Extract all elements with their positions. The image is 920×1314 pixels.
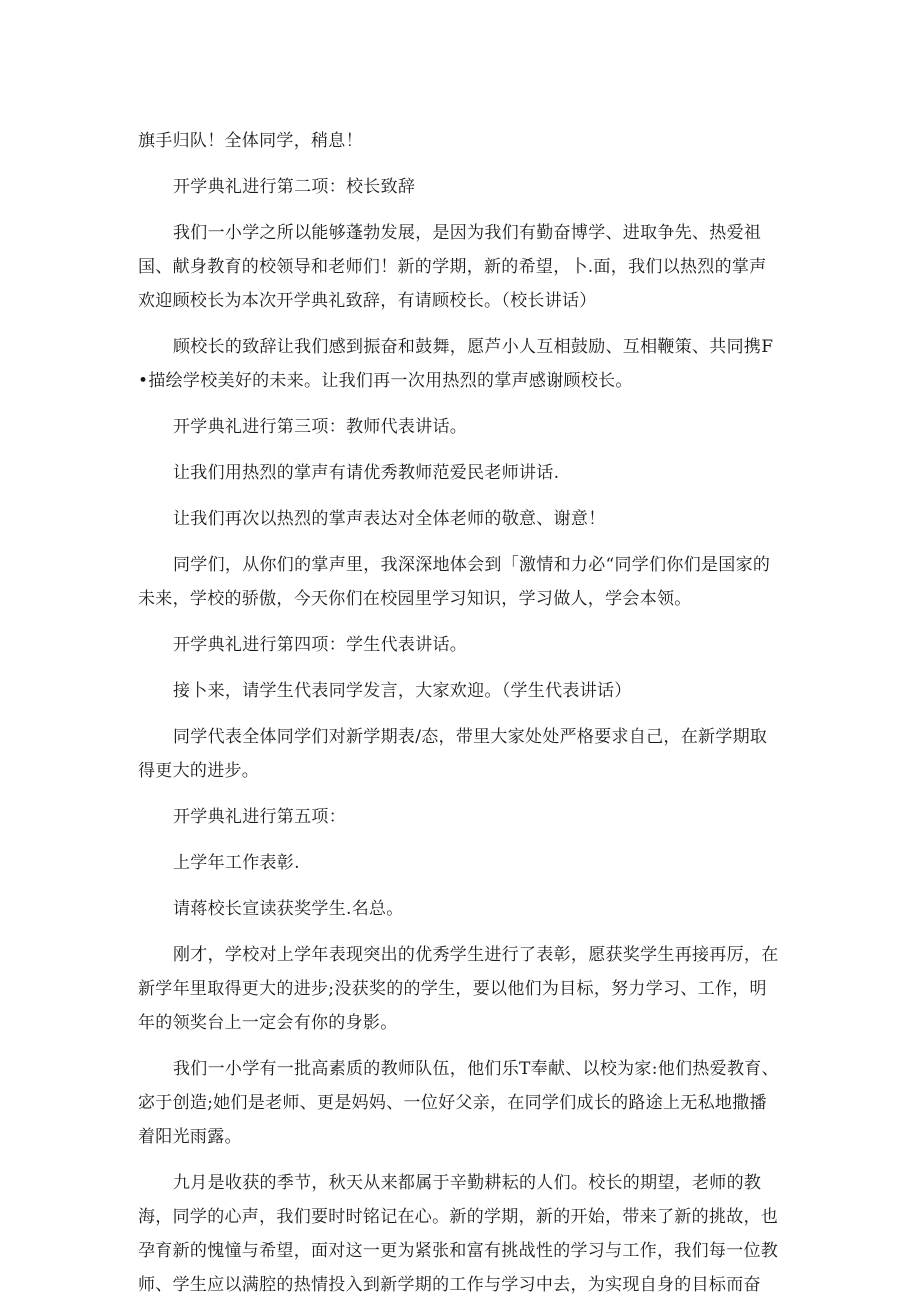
paragraph: 让我们再次以热烈的掌声表达对全体老师的敬意、谢意！	[173, 509, 606, 529]
document-body	[138, 124, 783, 1314]
paragraph: 九月是收获的季节，秋天从来都属于辛勤耕耘的人们。校长的期望，老师的教海，同学的心声，我们要时时铭记在心。新的学期，新的开始，带来了新的挑故，也孕育新的愧憧与希望，面对这一更为紧张和富有挑战性的学习与工作，我们每一位教师、学生应以满腔的热情投入到新学期的工作与学习中去，为实现自身的目标而奋	[138, 1173, 779, 1295]
paragraph: 同学们，从你们的掌声里，我深深地体会到「激情和力必“同学们你们是国家的未来，学校的骄傲，今天你们在校园里学习知识，学习做人，学会本领。	[138, 555, 771, 609]
paragraph: 旗手归队！全体同学，稍息！	[138, 131, 363, 151]
paragraph: 请蒋校长宣读获奖学生.名总。	[173, 899, 404, 919]
paragraph: 同学代表全体同学们对新学期表/态，带里大家处处严格要求自己，在新学期取得更大的进步。	[138, 727, 768, 781]
paragraph: 接卜来，请学生代表同学发言，大家欢迎。（学生代表讲话）	[173, 681, 632, 701]
paragraph: 开学典礼进行第五项：	[173, 807, 346, 827]
paragraph: 顾校长的致辞让我们感到振奋和鼓舞，愿芦小人互相鼓励、互相鞭策、共同携F•描绘学校美好的未来。让我们再一次用热烈的掌声感谢顾校长。	[138, 337, 774, 391]
paragraph: 让我们用热烈的掌声有请优秀教师范爱民老师讲话.	[173, 463, 560, 483]
paragraph: 开学典礼进行第四项：学生代表讲话。	[173, 635, 468, 655]
paragraph: 我们一小学之所以能够蓬勃发展，是因为我们有勤奋博学、进取争先、热爱祖国、献身教育的校领导和老师们！新的学期，新的希望，卜.面，我们以热烈的掌声欢迎顾校长为本次开学典礼致辞，有请顾校长。（校长讲话）	[138, 223, 767, 311]
paragraph: 我们一小学有一批高素质的教师队伍，他们乐T奉献、以校为家:他们热爱教育、宓于创造;她们是老师、更是妈妈、一位好父亲，在同学们成长的路途上无私地撒播着阳光雨露。	[138, 1059, 779, 1147]
paragraph: 上学年工作表彰.	[173, 853, 300, 873]
paragraph: 开学典礼进行第三项：教师代表讲话。	[173, 417, 468, 437]
paragraph: 刚才，学校对上学年表现突出的优秀学生进行了表彰，愿获奖学生再接再厉，在新学年里取得更大的进步;没获奖的的学生，要以他们为目标，努力学习、工作，明年的领奖台上一定会有你的身影。	[138, 945, 779, 1033]
paragraph: 开学典礼进行第二项：校长致辞	[173, 177, 416, 197]
